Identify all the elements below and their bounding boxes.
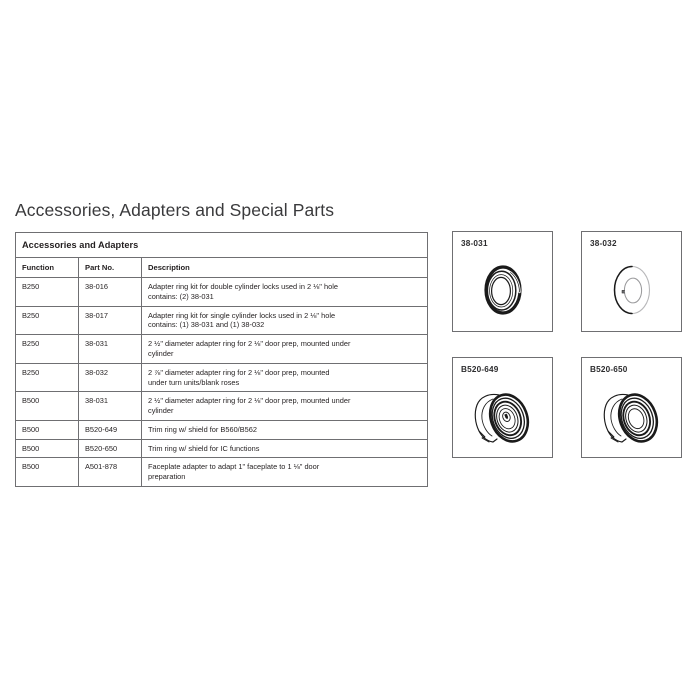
- table-caption-row: [16, 233, 428, 258]
- cell-part-no: B520-649: [79, 420, 142, 439]
- table-caption: Accessories and Adapters: [16, 233, 428, 258]
- cell-function: B500: [16, 392, 79, 421]
- table-row: [16, 458, 428, 487]
- cell-function: B500: [16, 439, 79, 458]
- page-title: Accessories, Adapters and Special Parts: [15, 200, 335, 220]
- trim-ring-shield-ic-icon: [582, 376, 681, 456]
- description-line: contains: (2) 38-031: [148, 291, 214, 301]
- figure-panel-38-031: [452, 231, 553, 332]
- column-header-part-no: Part No.: [79, 258, 142, 278]
- cell-function: B500: [16, 458, 79, 487]
- cell-description: [142, 420, 428, 439]
- description-line: Adapter ring kit for double cylinder locks used in 2 ⅛" hole: [148, 282, 338, 292]
- description-line: 2 ⅞" diameter adapter ring for 2 ⅛" door prep, mounted: [148, 367, 330, 377]
- column-header-description: Description: [142, 258, 428, 278]
- cell-description: [142, 306, 428, 335]
- cell-part-no: B520-650: [79, 439, 142, 458]
- cell-part-no: 38-017: [79, 306, 142, 335]
- cell-function: B500: [16, 420, 79, 439]
- cell-description: [142, 458, 428, 487]
- adapter-ring-round-icon: [453, 250, 552, 330]
- description-line: under turn units/blank roses: [148, 377, 240, 387]
- cell-function: B250: [16, 278, 79, 307]
- cell-description: [142, 363, 428, 392]
- cell-part-no: 38-016: [79, 278, 142, 307]
- figure-panel-38-032: [581, 231, 682, 332]
- cell-part-no: 38-031: [79, 392, 142, 421]
- description-line: cylinder: [148, 406, 174, 416]
- figure-label: B520-649: [461, 365, 499, 374]
- cell-description: [142, 439, 428, 458]
- description-line: cylinder: [148, 348, 174, 358]
- description-line: Trim ring w/ shield for B560/B562: [148, 424, 257, 434]
- cell-function: B250: [16, 306, 79, 335]
- table-row: [16, 439, 428, 458]
- cell-part-no: 38-032: [79, 363, 142, 392]
- cell-part-no: A501-878: [79, 458, 142, 487]
- table-row: [16, 420, 428, 439]
- table-row: [16, 363, 428, 392]
- cell-description: [142, 335, 428, 364]
- figure-panel-b520-649: [452, 357, 553, 458]
- description-line: 2 ½" diameter adapter ring for 2 ⅛" door prep, mounted under: [148, 339, 351, 349]
- figure-panel-b520-650: [581, 357, 682, 458]
- table-body: [16, 278, 428, 487]
- cell-function: B250: [16, 363, 79, 392]
- cell-description: [142, 278, 428, 307]
- table-header-row: [16, 258, 428, 278]
- figure-label: B520-650: [590, 365, 628, 374]
- table-row: [16, 392, 428, 421]
- cell-part-no: 38-031: [79, 335, 142, 364]
- trim-ring-shield-keyway-icon: [453, 376, 552, 456]
- adapter-ring-flat-icon: [582, 250, 681, 330]
- table-row: [16, 278, 428, 307]
- description-line: Faceplate adapter to adapt 1" faceplate to 1 ⅛" door: [148, 462, 320, 472]
- figure-label: 38-031: [461, 239, 488, 248]
- table-row: [16, 335, 428, 364]
- table-row: [16, 306, 428, 335]
- accessories-adapters-table: [15, 232, 428, 487]
- description-line: Adapter ring kit for single cylinder locks used in 2 ⅛" hole: [148, 310, 336, 320]
- description-line: preparation: [148, 472, 186, 482]
- figure-label: 38-032: [590, 239, 617, 248]
- description-line: 2 ½" diameter adapter ring for 2 ⅛" door prep, mounted under: [148, 396, 351, 406]
- description-line: Trim ring w/ shield for IC functions: [148, 443, 260, 453]
- description-line: contains: (1) 38-031 and (1) 38-032: [148, 320, 265, 330]
- column-header-function: Function: [16, 258, 79, 278]
- cell-function: B250: [16, 335, 79, 364]
- cell-description: [142, 392, 428, 421]
